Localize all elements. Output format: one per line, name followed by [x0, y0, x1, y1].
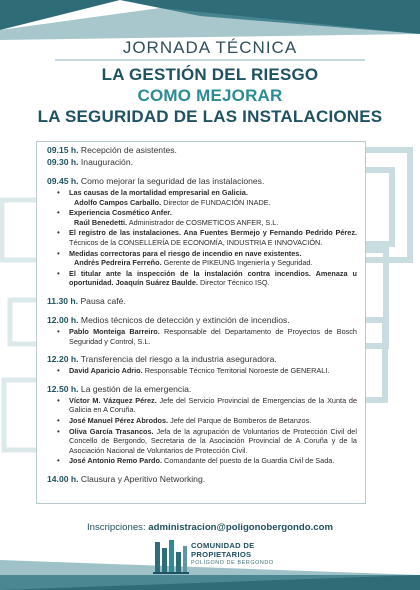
speaker-role: Director Técnico ISQ.	[197, 278, 270, 288]
speaker-role: Administrador de COSMETICOS ANFER, S.L.	[127, 217, 279, 227]
program-time: 09.30 h.	[47, 157, 79, 167]
logo-text	[191, 542, 274, 566]
program-entry	[47, 384, 357, 466]
inscriptions-email-link[interactable]: administracion@poligonobergondo.com	[148, 522, 334, 533]
program-item-list	[47, 396, 357, 466]
bullet-icon: •	[57, 228, 60, 238]
bullet-icon: •	[57, 456, 60, 466]
program-time: 14.00 h.	[47, 473, 79, 484]
program-time: 12.50 h.	[47, 383, 79, 394]
bullet-icon: •	[57, 188, 60, 197]
speaker-line	[69, 258, 357, 268]
program-time: 09.45 h.	[47, 176, 79, 186]
program-entry-heading	[47, 384, 357, 395]
program-title: Medios técnicos de detección y extinción de incendios.	[80, 314, 290, 325]
logo-line-2: PROPIETARIOS	[191, 549, 252, 559]
speaker-role: Técnicos de la CONSELLERÍA DE ECONOMÍA, INDUSTRIA E INNOVACIÓN.	[69, 237, 323, 247]
program-panel	[36, 141, 366, 504]
list-item	[57, 395, 358, 415]
community-logo-icon	[153, 538, 189, 576]
program-title: La gestión de la emergencia.	[80, 383, 192, 394]
speaker-line	[69, 218, 357, 228]
bullet-icon: •	[57, 426, 60, 436]
speaker-role: Director de FUNDACIÓN INADE.	[161, 197, 271, 207]
list-item	[57, 188, 357, 207]
program-entry-heading	[47, 354, 357, 365]
bullet-icon: •	[57, 415, 60, 425]
speaker-name: Joaquín Suárez Baulde.	[115, 278, 198, 288]
program-entry	[47, 145, 357, 156]
program-entry	[47, 296, 357, 307]
logo-line-3: POLÍGONO DE BERGONDO	[191, 560, 274, 567]
program-entry-heading	[47, 157, 357, 168]
bullet-icon: •	[57, 366, 60, 376]
speaker-role: Gerente de PIKEUNG Ingeniería y Seguridad.	[161, 258, 313, 268]
speaker-role: Jefe del Parque de Bomberos de Betanzos.	[168, 415, 312, 425]
program-title: Pausa café.	[80, 295, 126, 306]
bullet-icon: •	[57, 395, 60, 405]
speaker-role: Jefe del Servicio Provincial de Emergencias de la Xunta de Galicia en A Coruña.	[69, 395, 358, 415]
header	[0, 38, 420, 127]
program-title: Inauguración.	[80, 157, 134, 167]
program-entry-heading	[47, 474, 357, 485]
bullet-icon: •	[57, 268, 60, 278]
jornada-label: JORNADA TÉCNICA	[122, 38, 298, 57]
program-time: 11.30 h.	[47, 295, 79, 306]
list-item	[57, 268, 357, 288]
talk-title: Experiencia Cosmético Anfer.	[69, 208, 172, 218]
program-title: Recepción de asistentes.	[80, 145, 177, 155]
program-entry-heading	[47, 176, 357, 187]
speaker-name: Ana Fuentes Bermejo y Fernando Pedrido Pérez.	[183, 228, 357, 238]
program-time: 12.20 h.	[47, 354, 79, 365]
title-line-3: LA SEGURIDAD DE LAS INSTALACIONES	[37, 107, 383, 126]
bullet-icon: •	[57, 208, 60, 218]
list-item	[57, 415, 357, 426]
program-entry	[47, 315, 357, 346]
list-item	[57, 456, 357, 466]
list-item	[57, 248, 357, 268]
program-item-list	[47, 188, 357, 288]
talk-title: Medidas correctoras para el riesgo de incendio en nave existentes.	[69, 248, 302, 258]
speaker-name: José Manuel Pérez Abrodos.	[69, 415, 169, 425]
title-line-2: COMO MEJORAR	[137, 86, 283, 105]
inscriptions	[0, 522, 420, 533]
bullet-icon: •	[57, 326, 60, 336]
speaker-name: Víctor M. Vázquez Pérez.	[69, 395, 157, 405]
speaker-role: Jefa de la agrupación de Voluntarios de Protección Civil del Concello de Bergondo, Secretaria de la Asociación Provincial de A Coruña y de la Asociación Nacional de Voluntarios de Protección Civil.	[69, 426, 357, 455]
program-item-list	[47, 327, 357, 346]
program-time: 09.15 h.	[47, 145, 79, 155]
list-item	[57, 228, 357, 247]
program-entry-heading	[47, 296, 357, 307]
program-title: Como mejorar la seguridad de las instalaciones.	[80, 176, 265, 186]
bullet-icon: •	[57, 248, 60, 258]
speaker-name: Adolfo Campos Carballo.	[74, 197, 162, 207]
program-item-list	[47, 366, 357, 376]
program-entry-heading	[47, 145, 357, 156]
speaker-name: Raúl Benedetti.	[74, 217, 128, 227]
speaker-name: Oliva García Trasancos.	[69, 426, 154, 436]
speaker-role: Responsable Técnico Territorial Noroeste de GENERALI.	[142, 366, 330, 376]
inscriptions-label: Inscripciones:	[86, 522, 149, 533]
list-item	[57, 366, 357, 376]
title-line-1: LA GESTIÓN DEL RIESGO	[101, 65, 319, 84]
list-item	[57, 426, 357, 456]
speaker-name: David Aparicio Adrio.	[69, 366, 143, 376]
program-title: Clausura y Aperitivo Networking.	[80, 473, 206, 484]
program-entry	[47, 157, 357, 168]
program-entry	[47, 176, 357, 288]
speaker-name: José Antonio Remo Pardo.	[69, 456, 162, 466]
speaker-role: Comandante del puesto de la Guardia Civil de Sada.	[161, 456, 335, 466]
speaker-name: Andrés Pedreira Ferreño.	[74, 258, 162, 268]
program-entry	[47, 354, 357, 376]
list-item	[57, 208, 357, 227]
talk-title: El titular ante la inspección de la instalación contra incendios. Amenaza u oportunidad.	[69, 268, 357, 288]
speaker-name: Pablo Monteiga Barreiro.	[69, 326, 160, 336]
talk-title: Las causas de la mortalidad empresarial en Galicia.	[69, 188, 248, 197]
program-entry-heading	[47, 315, 357, 326]
list-item	[57, 326, 357, 346]
program-entry	[47, 474, 357, 485]
logo-line-1: COMUNIDAD DE	[191, 541, 255, 550]
speaker-line	[69, 198, 357, 208]
program-title: Transferencia del riesgo a la industria aseguradora.	[80, 354, 277, 365]
talk-title: El registro de las instalaciones.	[69, 228, 184, 238]
speaker-role: Responsable del Departamento de Proyectos de Bosch Seguridad y Control, S.L.	[69, 326, 357, 346]
program-time: 12.00 h.	[47, 314, 79, 325]
